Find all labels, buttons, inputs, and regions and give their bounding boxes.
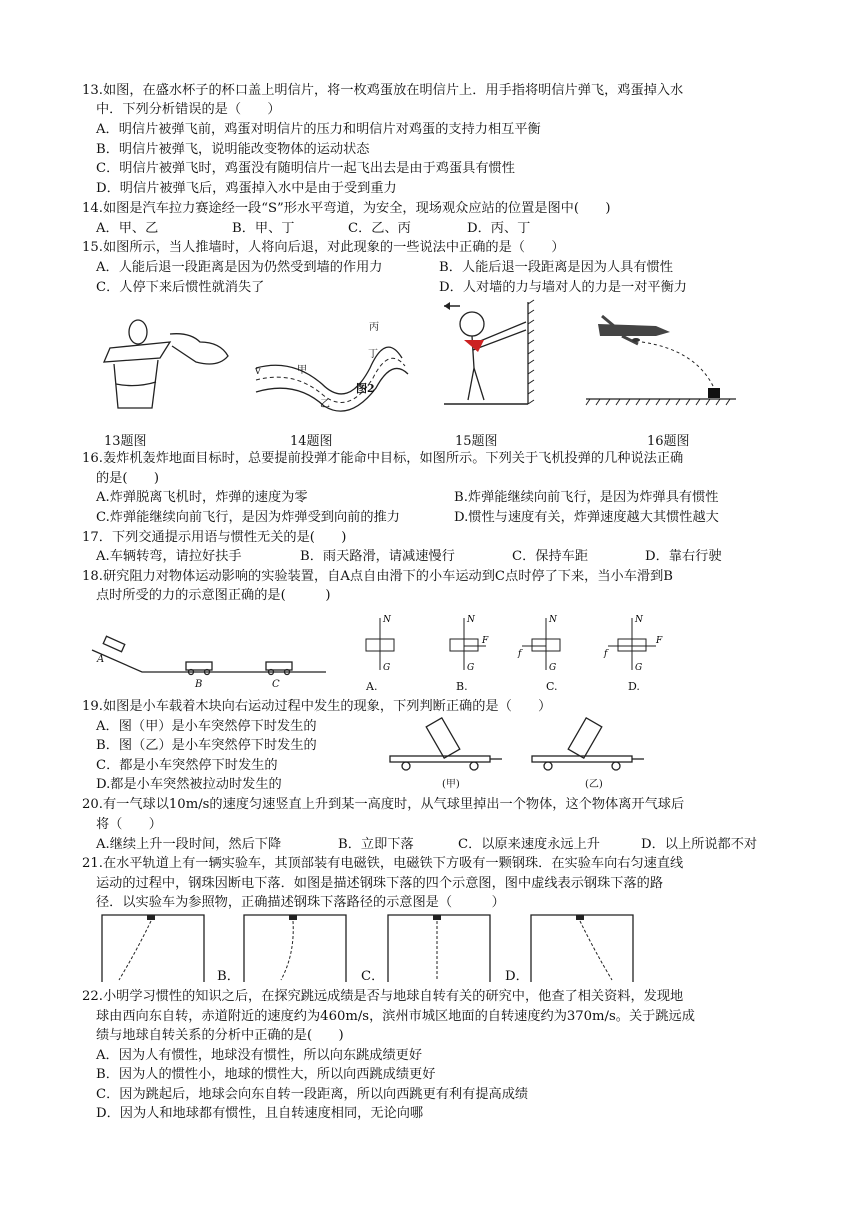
- q19-option-c: C．都是小车突然停下时发生的: [96, 758, 278, 773]
- fig21-option-b-box: [243, 914, 347, 982]
- fig14-label-jia: 甲: [297, 365, 307, 376]
- road-edge-inner: [256, 368, 408, 411]
- boy-legs: [468, 368, 484, 400]
- fig19-label-yi: (乙): [585, 779, 603, 790]
- q15-option-b: B．人能后退一段距离是因为人具有惯性: [439, 260, 673, 275]
- q13-option-a: A．明信片被弹飞前，鸡蛋对明信片的压力和明信片对鸡蛋的支持力相互平衡: [96, 122, 541, 137]
- fig14-s-road: [252, 318, 412, 418]
- fig14-label-ding: 丁: [368, 349, 378, 360]
- cart-b: [186, 662, 212, 670]
- q22-stem-line3: 绩与地球自转关系的分析中正确的是( ): [96, 1028, 344, 1043]
- cart-c: [266, 662, 292, 670]
- q19-option-b: B．图（乙）是小车突然停下时发生的: [96, 738, 317, 753]
- postcard: [104, 342, 170, 362]
- q16-option-a: A.炸弹脱离飞机时，炸弹的速度为零: [96, 490, 308, 505]
- fig18-point-a: A: [97, 654, 105, 665]
- q18-stem-line1: 18.研究阻力对物体运动影响的实验装置，自A点自由滑下的小车运动到C点时停了下来，当小车滑到B: [82, 569, 673, 584]
- ramp-and-track: [92, 650, 326, 672]
- q17-option-d: D．靠右行驶: [645, 549, 722, 564]
- q22-stem-line1: 22.小明学习惯性的知识之后，在探究跳远成绩是否与地球自转有关的研究中，他查了相关资料，发现地: [82, 989, 684, 1004]
- path-a: [119, 921, 151, 980]
- q16-stem-line1: 16.轰炸机轰炸地面目标时，总要提前投弹才能命中目标，如图所示。下列关于飞机投弹的几种说法正确: [82, 451, 684, 466]
- fig21-option-d-box: [530, 914, 634, 982]
- fig19-label-jia: (甲): [442, 779, 460, 790]
- label-n-1: N: [467, 615, 475, 625]
- q22-option-d: D．因为人和地球都有惯性，且自转速度相同，无论向哪: [96, 1106, 424, 1121]
- q20-option-b: B．立即下落: [338, 837, 414, 852]
- q21-stem-line3: 径．以实验车为参照物，正确描述钢珠下落路径的示意图是（ ）: [96, 895, 505, 910]
- fig13-caption: 13题图: [104, 434, 147, 449]
- q22-option-b: B．因为人的惯性小，地球的惯性大，所以向西跳成绩更好: [96, 1067, 436, 1082]
- label-f-2: f: [518, 649, 522, 659]
- block-jia: [426, 718, 460, 758]
- label-n-3: N: [635, 615, 643, 625]
- q13-stem-line2: 中．下列分析错误的是（ ）: [96, 102, 281, 117]
- fig21-label-b: B．: [217, 969, 240, 984]
- q20-option-a: A.继续上升一段时间，然后下降: [96, 837, 282, 852]
- fig21-option-c-box: [387, 914, 491, 982]
- boy-head: [460, 312, 484, 336]
- q13-option-c: C．明信片被弹飞时，鸡蛋没有随明信片一起飞出去是由于鸡蛋具有惯性: [96, 161, 515, 176]
- q15-option-c: C．人停下来后惯性就消失了: [96, 280, 265, 295]
- q22-option-a: A．因为人有惯性，地球没有惯性，所以向东跳成绩更好: [96, 1048, 423, 1063]
- fig18-point-c: C: [272, 679, 280, 690]
- q15-option-d: D．人对墙的力与墙对人的力是一对平衡力: [439, 280, 687, 295]
- fig18-option-d-label: D.: [628, 680, 640, 693]
- q15-stem: 15.如图所示，当人推墙时，人将向后退，对此现象的一些说法中正确的是（ ）: [82, 240, 565, 255]
- fig15-boy-pushing-wall: [444, 300, 534, 410]
- q20-option-c: C．以原来速度永远上升: [458, 837, 600, 852]
- q20-option-d: D．以上所说都不对: [641, 837, 758, 852]
- fig21-label-d: D．: [505, 969, 529, 984]
- target: [708, 388, 720, 398]
- fig21-label-c: C．: [361, 969, 385, 984]
- fig14-caption: 14题图: [290, 434, 333, 449]
- label-F-3: F: [656, 636, 663, 646]
- label-g-1: G: [467, 663, 475, 673]
- q22-stem-line2: 球由西向东自转，赤道附近的速度约为460m/s，滨州市城区地面的自转速度约为370m/s。关于跳远成: [96, 1009, 695, 1024]
- q13-option-d: D．明信片被弹飞后，鸡蛋掉入水中是由于受到重力: [96, 181, 397, 196]
- q20-stem-line2: 将（ ）: [96, 817, 162, 832]
- q17-stem: 17．下列交通提示用语与惯性无关的是( ): [82, 530, 347, 545]
- block-yi: [568, 718, 602, 758]
- q17-option-a: A.车辆转弯，请拉好扶手: [96, 549, 242, 564]
- q13-stem-line1: 13.如图，在盛水杯子的杯口盖上明信片，将一枚鸡蛋放在明信片上．用手指将明信片弹飞，鸡蛋掉入水: [82, 83, 684, 98]
- q21-stem-line1: 21.在水平轨道上有一辆实验车，其顶部装有电磁铁，电磁铁下方吸有一颗钢珠．在实验车向右匀速直线: [82, 856, 684, 871]
- q16-option-c: C.炸弹能继续向前飞行，是因为炸弹受到向前的推力: [96, 510, 400, 525]
- label-g-0: G: [383, 663, 391, 673]
- fig18-force-diagrams: [350, 612, 690, 682]
- q21-stem-line2: 运动的过程中，钢珠因断电下落．如图是描述钢珠下落的四个示意图，图中虚线表示钢珠下落的路: [96, 876, 664, 891]
- water-line: [116, 382, 156, 386]
- path-b: [281, 921, 293, 980]
- q17-option-c: C．保持车距: [512, 549, 589, 564]
- path-d: [580, 921, 612, 980]
- fig14-figure-label: 图2: [356, 382, 375, 395]
- q15-option-a: A．人能后退一段距离是因为仍然受到墙的作用力: [96, 260, 383, 275]
- cup: [114, 360, 158, 408]
- egg: [129, 320, 147, 344]
- fig21-option-a-box: [101, 914, 205, 982]
- label-F-1: F: [482, 636, 489, 646]
- label-f-3: f: [604, 649, 608, 659]
- q22-option-c: C．因为跳起后，地球会向东自转一段距离，所以向西跳更有利有提高成绩: [96, 1087, 529, 1102]
- q19-option-a: A．图（甲）是小车突然停下时发生的: [96, 719, 317, 734]
- fig18-option-c-label: C.: [546, 680, 558, 693]
- fig18-option-a-label: A.: [366, 680, 378, 693]
- q18-stem-line2: 点时所受的力的示意图正确的是( ): [96, 588, 331, 603]
- q19-option-d: D.都是小车突然被拉动时发生的: [96, 777, 282, 792]
- q16-option-d: D.惯性与速度有关，炸弹速度越大其惯性越大: [454, 510, 719, 525]
- bomb: [632, 338, 640, 342]
- q13-option-b: B．明信片被弹飞，说明能改变物体的运动状态: [96, 142, 370, 157]
- road-edge-outer: [256, 347, 402, 394]
- q19-stem: 19.如图是小车载着木块向右运动过程中发生的现象，下列判断正确的是（ ）: [82, 699, 552, 714]
- plane: [598, 324, 670, 336]
- cart-a: [103, 636, 125, 651]
- q14-option-a: A．甲、乙: [96, 221, 159, 236]
- label-n-2: N: [549, 615, 557, 625]
- q16-stem-line2: 的是( ): [96, 471, 160, 486]
- fig18-track: [90, 632, 330, 688]
- fig14-label-bing: 丙: [369, 322, 379, 333]
- fig14-label-v: v: [255, 366, 261, 377]
- q14-option-c: C．乙、丙: [348, 221, 411, 236]
- fig15-caption: 15题图: [455, 434, 498, 449]
- hand: [170, 334, 228, 364]
- fig19-carts: [386, 716, 646, 786]
- q16-option-b: B.炸弹能继续向前飞行，是因为炸弹具有惯性: [454, 490, 719, 505]
- fig18-point-b: B: [195, 679, 203, 690]
- fig18-option-b-label: B.: [456, 680, 468, 693]
- fig16-bomber-drop: [586, 306, 736, 406]
- label-n-0: N: [383, 615, 391, 625]
- label-g-2: G: [549, 663, 557, 673]
- q14-option-d: D．丙、丁: [467, 221, 531, 236]
- fig14-label-yi: 乙: [320, 399, 330, 410]
- q14-stem: 14.如图是汽车拉力赛途经一段“S”形水平弯道，为安全，现场观众应站的位置是图中( ): [82, 201, 611, 216]
- cart-jia: [390, 756, 490, 762]
- fig13-egg-cup: [100, 312, 230, 412]
- fig16-caption: 16题图: [647, 434, 690, 449]
- q14-option-b: B．甲、丁: [232, 221, 295, 236]
- label-g-3: G: [635, 663, 643, 673]
- q20-stem-line1: 20.有一气球以10m/s的速度匀速竖直上升到某一高度时，从气球里掉出一个物体，这个物体离开气球后: [82, 797, 685, 812]
- q17-option-b: B．雨天路滑，请减速慢行: [300, 549, 455, 564]
- bomb-trajectory: [642, 342, 714, 388]
